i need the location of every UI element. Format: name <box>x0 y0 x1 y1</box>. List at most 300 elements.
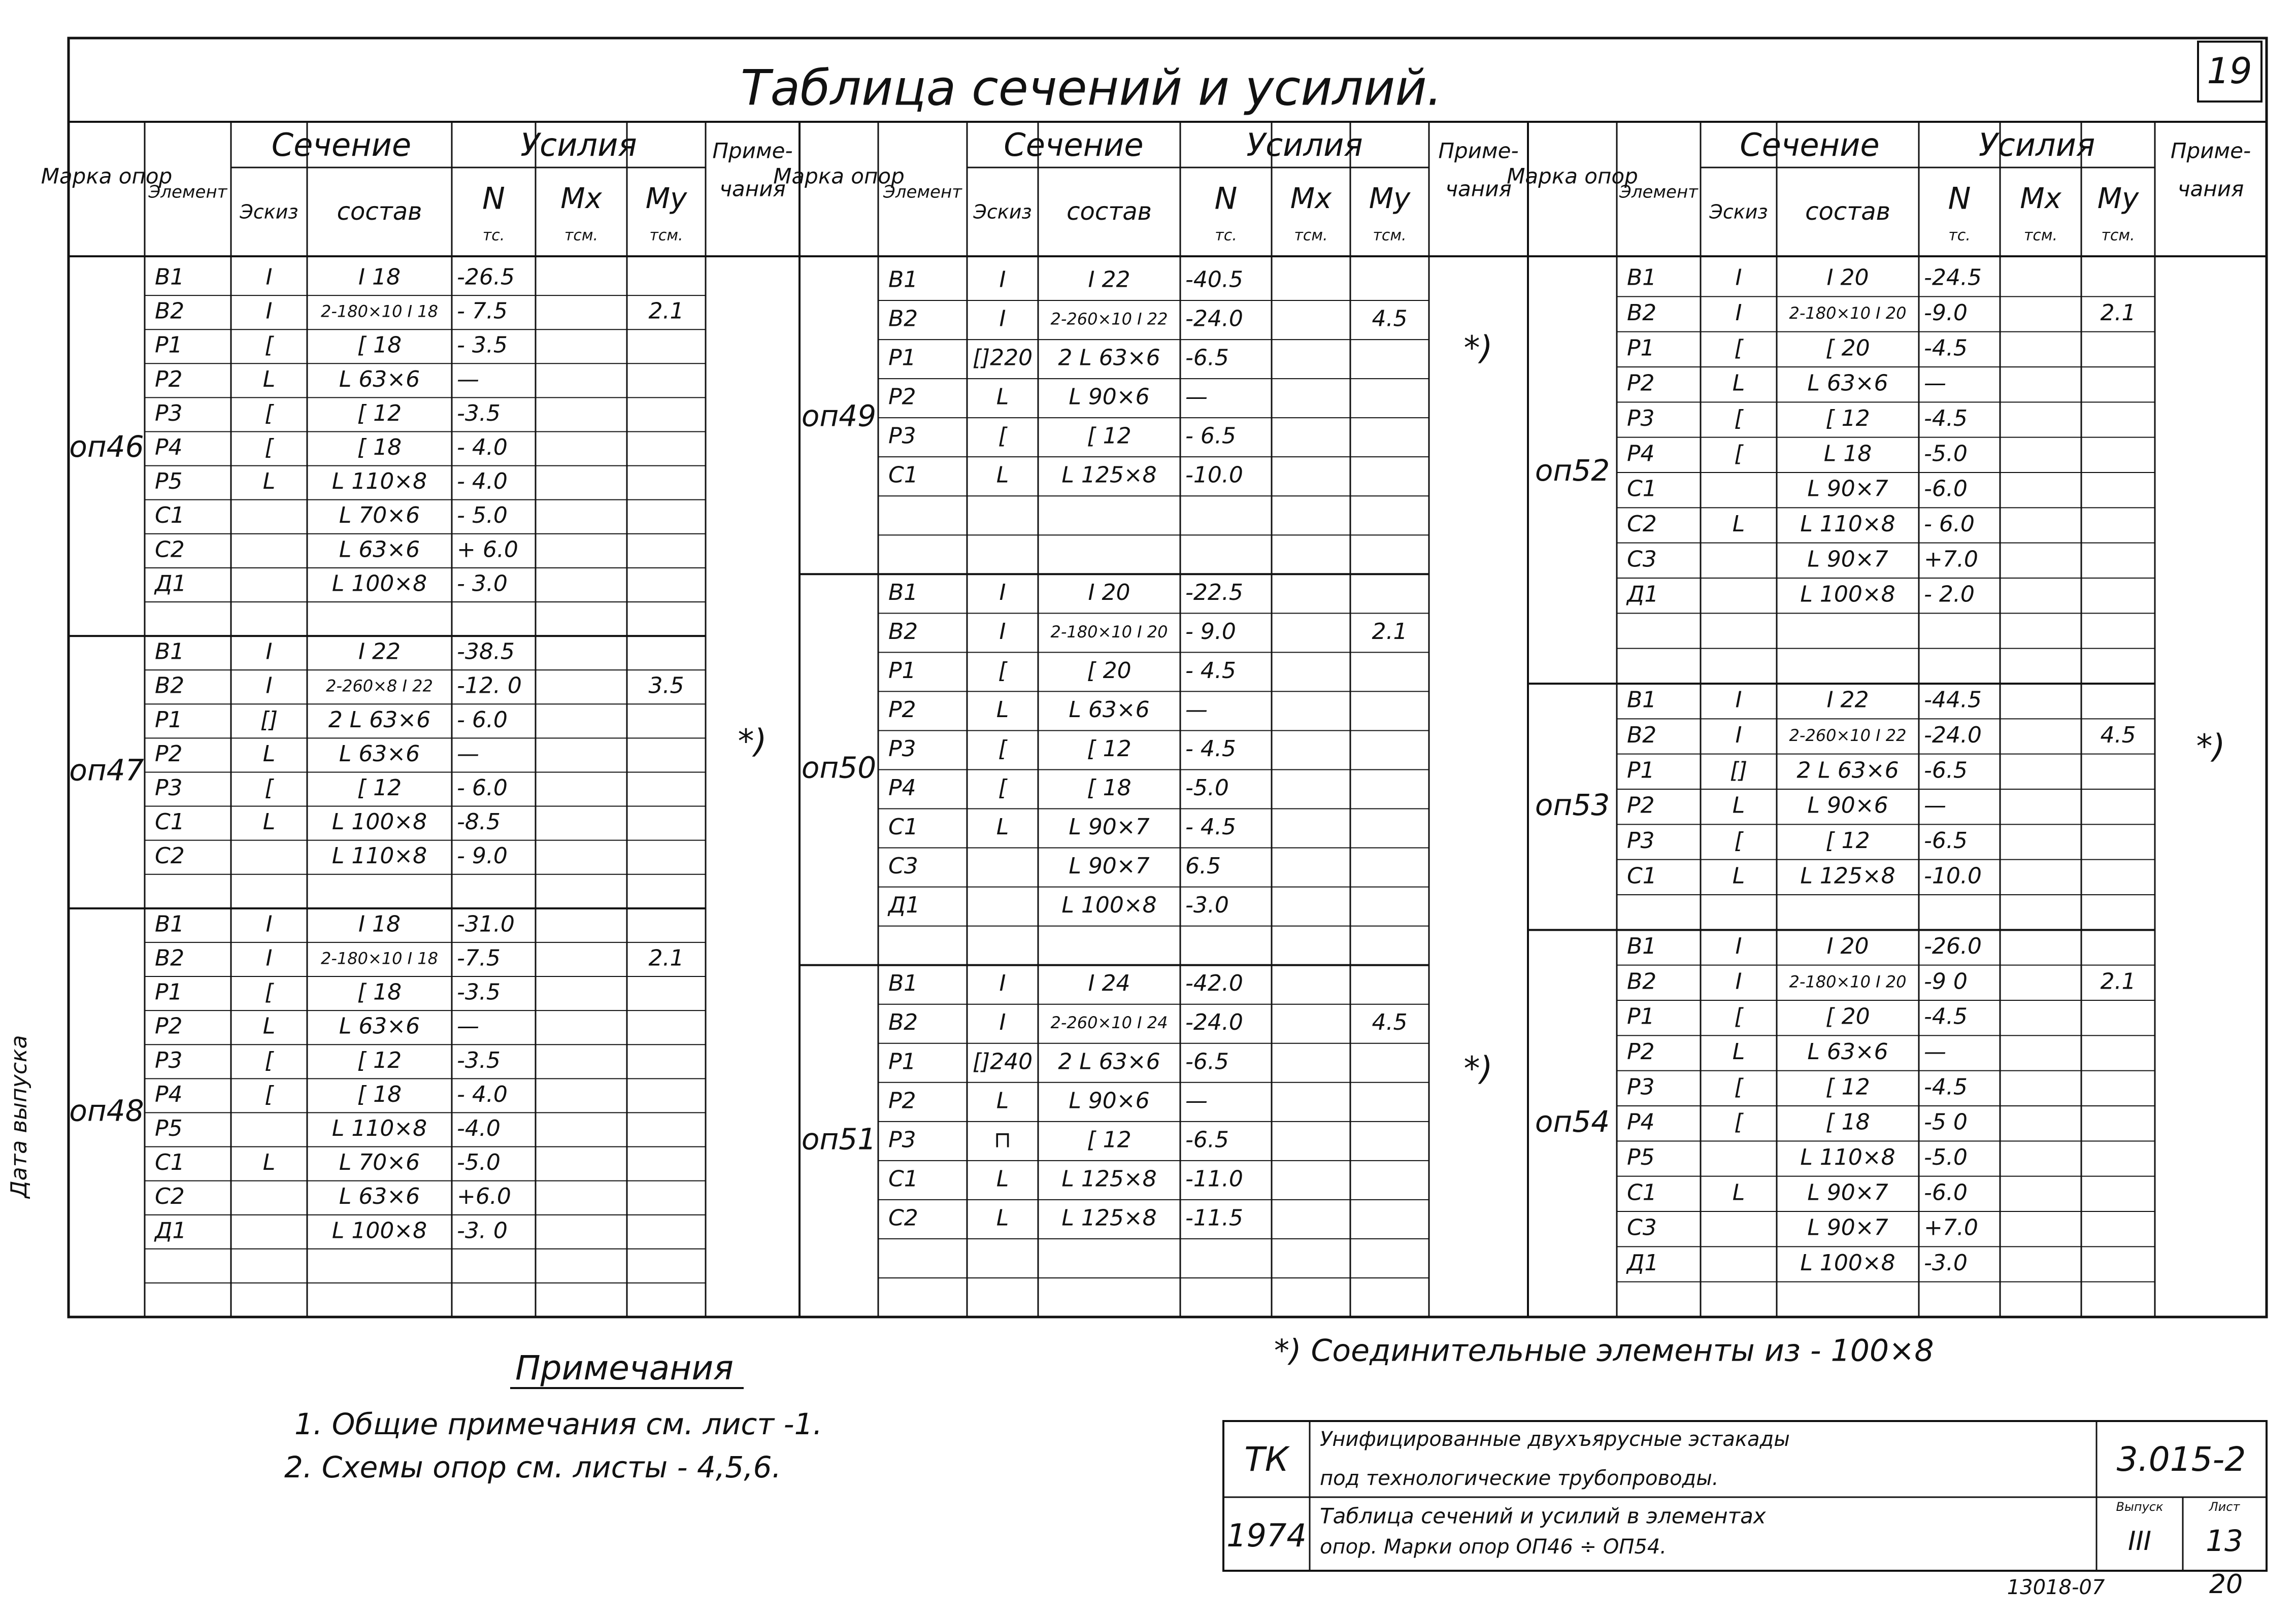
cell-n: - 4.5 <box>1185 814 1236 840</box>
cell-element: В2 <box>1627 968 1657 995</box>
cell-n: - 4.5 <box>1185 657 1236 684</box>
cell-element: Р3 <box>155 400 183 426</box>
cell-section: [ 20 <box>1087 657 1132 684</box>
cell-element: Р2 <box>1627 370 1655 396</box>
support-mark: оп53 <box>1535 787 1610 822</box>
cell-section: 2-180×10 I 20 <box>1050 622 1168 641</box>
cell-element: Р3 <box>888 423 916 449</box>
cell-section: [ 18 <box>1825 1109 1870 1135</box>
cell-n: -26.5 <box>457 264 515 290</box>
cell-section: L 125×8 <box>1061 462 1157 488</box>
cell-section: 2 L 63×6 <box>1058 345 1160 371</box>
cell-n: - 9.0 <box>1185 618 1236 645</box>
cell-section: L 63×6 <box>339 1013 420 1039</box>
cell-sketch: I <box>999 306 1006 332</box>
cell-sketch: [ <box>264 400 274 426</box>
cell-element: Р5 <box>155 1115 183 1141</box>
cell-sketch: L <box>996 462 1009 488</box>
header-prim-a: Приме- <box>1438 138 1519 163</box>
cell-element: С2 <box>155 1184 185 1210</box>
stamp-desc-1: Унифицированные двухъярусные эстакады <box>1320 1428 1790 1451</box>
cell-sketch: I <box>1735 687 1742 713</box>
cell-n: -6.5 <box>1185 1049 1229 1075</box>
cell-n: - 7.5 <box>457 298 508 324</box>
support-mark: оп48 <box>69 1093 144 1128</box>
footer-page: 20 <box>2209 1569 2243 1600</box>
cell-n: - 4.0 <box>457 1081 508 1107</box>
cell-element: С3 <box>1627 546 1657 572</box>
cell-n: — <box>457 366 479 392</box>
cell-sketch: [ <box>264 775 274 801</box>
stamp-list-label: Лист <box>2209 1500 2240 1514</box>
cell-element: Р1 <box>155 979 183 1005</box>
cell-section: I 22 <box>1826 687 1869 713</box>
cell-element: С2 <box>1627 511 1657 537</box>
cell-section: L 63×6 <box>339 536 420 563</box>
cell-sketch: L <box>262 468 276 495</box>
cell-sketch: [ <box>998 735 1007 762</box>
cell-n: -10.0 <box>1924 863 1982 889</box>
cell-element: В1 <box>1627 687 1657 713</box>
cell-n: -4.5 <box>1924 1074 1968 1100</box>
cell-n: - 5.0 <box>457 502 508 529</box>
cell-n: + 6.0 <box>457 536 518 563</box>
cell-element: Р2 <box>1627 1039 1655 1065</box>
cell-element: В2 <box>155 672 185 699</box>
cell-element: В2 <box>1627 300 1657 326</box>
cell-sketch: I <box>265 298 273 324</box>
cell-sketch: L <box>262 366 276 392</box>
cell-my: 2.1 <box>2100 300 2136 326</box>
cell-section: L 63×6 <box>1069 696 1150 723</box>
cell-sketch: I <box>999 1009 1006 1036</box>
cell-sketch: [ <box>998 423 1007 449</box>
cell-section: I 18 <box>358 911 401 937</box>
cell-element: Р3 <box>1627 1074 1655 1100</box>
cell-n: -42.0 <box>1185 970 1243 997</box>
cell-n: — <box>1924 370 1946 396</box>
cell-n: -5.0 <box>457 1150 501 1176</box>
cell-element: В2 <box>155 945 185 971</box>
cell-sketch: L <box>996 696 1009 723</box>
cell-section: L 63×6 <box>339 1184 420 1210</box>
cell-n: -11.0 <box>1185 1166 1243 1192</box>
cell-element: С1 <box>155 502 185 529</box>
cell-section: L 100×8 <box>331 570 427 597</box>
stamp-desc-3: Таблица сечений и усилий в элементах <box>1320 1503 1766 1529</box>
cell-sketch: L <box>996 1166 1009 1192</box>
note-mark-col1: *) <box>738 723 767 761</box>
cell-element: Р1 <box>888 1049 916 1075</box>
cell-element: Р1 <box>155 332 183 358</box>
cell-element: С2 <box>888 1205 918 1231</box>
cell-section: L 90×7 <box>1807 546 1888 572</box>
cell-section: L 90×7 <box>1807 1179 1888 1206</box>
header-n: N <box>1948 181 1971 217</box>
cell-section: [ 12 <box>1087 1127 1132 1153</box>
cell-n: -6.0 <box>1924 476 1968 502</box>
cell-section: L 90×7 <box>1807 1214 1888 1241</box>
cell-sketch: I <box>265 672 273 699</box>
cell-element: Р2 <box>155 740 183 767</box>
cell-section: L 18 <box>1823 441 1872 467</box>
cell-n: -6.5 <box>1924 757 1968 784</box>
cell-section: I 20 <box>1088 579 1130 605</box>
cell-sketch: [ <box>1734 828 1743 854</box>
cell-n: -40.5 <box>1185 266 1243 293</box>
header-mx: Mx <box>1290 182 1332 216</box>
cell-section: I 24 <box>1088 970 1130 997</box>
cell-sketch: [ <box>264 332 274 358</box>
cell-sketch: [ <box>1734 335 1743 361</box>
cell-element: Р2 <box>888 1088 916 1114</box>
cell-n: — <box>1185 696 1208 723</box>
stamp-org: ТК <box>1244 1440 1289 1479</box>
cell-section: [ 12 <box>1825 1074 1870 1100</box>
cell-sketch: [ <box>1734 1109 1743 1135</box>
cell-section: L 125×8 <box>1061 1205 1157 1231</box>
header-my: My <box>645 182 687 216</box>
cell-section: 2-260×10 I 22 <box>1050 309 1168 329</box>
cell-n: -5.0 <box>1924 441 1968 467</box>
cell-n: -38.5 <box>457 638 515 665</box>
note-line-2: 2. Схемы опор см. листы - 4,5,6. <box>284 1450 781 1485</box>
cell-n: — <box>457 740 479 767</box>
cell-element: В1 <box>155 911 185 937</box>
cell-element: Р2 <box>888 696 916 723</box>
cell-n: -3.0 <box>1924 1250 1968 1276</box>
stamp-vypusk: III <box>2127 1526 2152 1557</box>
cell-sketch: I <box>265 945 273 971</box>
cell-element: В1 <box>155 264 185 290</box>
cell-sketch: [ <box>998 775 1007 801</box>
header-n-unit: тс. <box>482 226 505 245</box>
cell-n: — <box>457 1013 479 1039</box>
cell-element: Р1 <box>155 706 183 733</box>
cell-element: Р2 <box>155 366 183 392</box>
cell-sketch: L <box>1732 863 1745 889</box>
cell-sketch: L <box>262 740 276 767</box>
note-line-1: 1. Общие примечания см. лист -1. <box>294 1407 822 1442</box>
notes-heading: Примечания <box>515 1348 734 1388</box>
cell-section: L 70×6 <box>339 502 420 529</box>
cell-section: 2-260×8 I 22 <box>326 676 433 696</box>
header-sechenie: Сечение <box>1004 126 1144 164</box>
header-sostav: состав <box>1805 197 1890 226</box>
cell-element: С3 <box>888 853 918 880</box>
cell-element: В2 <box>1627 722 1657 748</box>
cell-element: Р4 <box>888 775 916 801</box>
cell-section: L 100×8 <box>1800 1250 1895 1276</box>
cell-sketch: L <box>1732 1039 1745 1065</box>
connection-note: *) Соединительные элементы из - 100×8 <box>1274 1333 1934 1369</box>
header-n-unit: тс. <box>1215 226 1237 245</box>
cell-section: L 90×6 <box>1807 792 1888 819</box>
cell-element: Р3 <box>155 1047 183 1073</box>
cell-section: 2 L 63×6 <box>328 706 431 733</box>
cell-n: - 3.0 <box>457 570 508 597</box>
cell-n: +7.0 <box>1924 1214 1978 1241</box>
stamp-list: 13 <box>2206 1524 2243 1559</box>
header-usiliya: Усилия <box>1978 126 2095 164</box>
cell-n: -26.0 <box>1924 933 1982 959</box>
cell-element: С2 <box>155 843 185 869</box>
cell-section: L 90×7 <box>1807 476 1888 502</box>
header-prim-b: чания <box>1445 176 1512 201</box>
header-usiliya: Усилия <box>520 126 637 164</box>
cell-element: Р4 <box>1627 1109 1655 1135</box>
cell-element: Р3 <box>888 735 916 762</box>
cell-my: 4.5 <box>1372 306 1408 332</box>
cell-my: 2.1 <box>1372 618 1408 645</box>
cell-n: -6.5 <box>1924 828 1968 854</box>
support-mark: оп49 <box>801 398 877 433</box>
cell-n: - 4.5 <box>1185 735 1236 762</box>
cell-section: [ 18 <box>357 1081 402 1107</box>
header-marka: Марка опор <box>1507 163 1638 189</box>
cell-section: 2-180×10 I 20 <box>1789 972 1907 992</box>
cell-element: В1 <box>1627 264 1657 291</box>
cell-section: L 90×7 <box>1069 814 1150 840</box>
cell-element: Р5 <box>155 468 183 495</box>
side-text: Дата выпуска <box>6 1035 32 1198</box>
cell-n: - 4.0 <box>457 434 508 461</box>
cell-section: [ 12 <box>1825 406 1870 431</box>
cell-element: Р5 <box>1627 1144 1655 1170</box>
cell-section: [ 12 <box>357 1047 402 1073</box>
cell-sketch: I <box>999 579 1006 605</box>
header-marka: Марка опор <box>41 163 173 189</box>
cell-sketch: I <box>1735 722 1742 748</box>
cell-element: В1 <box>888 579 918 605</box>
cell-sketch: [ <box>264 434 274 461</box>
cell-my: 2.1 <box>648 298 684 324</box>
cell-element: С1 <box>155 809 185 835</box>
header-mx: Mx <box>2020 182 2061 216</box>
cell-n: - 9.0 <box>457 843 508 869</box>
cell-element: С1 <box>1627 476 1657 502</box>
cell-n: 6.5 <box>1185 853 1221 880</box>
cell-n: - 2.0 <box>1924 581 1975 607</box>
cell-section: L 100×8 <box>331 1218 427 1244</box>
cell-element: Р2 <box>888 384 916 410</box>
cell-n: — <box>1924 1039 1946 1065</box>
cell-n: - 3.5 <box>457 332 508 358</box>
cell-element: С1 <box>1627 863 1657 889</box>
stamp-code: 3.015-2 <box>2116 1440 2246 1479</box>
cell-section: L 110×8 <box>1800 511 1895 537</box>
cell-element: Р4 <box>1627 441 1655 467</box>
cell-n: -10.0 <box>1185 462 1243 488</box>
cell-sketch: L <box>1732 792 1745 819</box>
cell-n: -3.5 <box>457 1047 501 1073</box>
support-mark: оп47 <box>69 753 144 788</box>
note-mark-col2-bottom: *) <box>1463 1050 1493 1088</box>
header-my: My <box>1369 182 1411 216</box>
header-element: Элемент <box>148 182 227 202</box>
cell-element: Р1 <box>1627 335 1655 361</box>
cell-section: [ 12 <box>1087 735 1132 762</box>
cell-section: L 63×6 <box>1807 370 1888 396</box>
cell-element: Р2 <box>1627 792 1655 819</box>
cell-element: Р1 <box>1627 757 1655 784</box>
cell-section: L 110×8 <box>1800 1144 1895 1170</box>
cell-section: L 125×8 <box>1800 863 1895 889</box>
support-mark: оп51 <box>801 1122 877 1157</box>
cell-n: -4.5 <box>1924 1003 1968 1030</box>
header-element: Элемент <box>1619 182 1698 202</box>
cell-section: L 90×6 <box>1069 1088 1150 1114</box>
note-mark-col3: *) <box>2196 728 2225 766</box>
cell-section: 2-180×10 I 18 <box>320 301 439 321</box>
cell-element: Д1 <box>1627 581 1659 607</box>
cell-element: В2 <box>155 298 185 324</box>
header-sechenie: Сечение <box>1740 126 1880 164</box>
cell-element: С2 <box>155 536 185 563</box>
cell-my: 3.5 <box>648 672 684 699</box>
cell-n: -4.0 <box>457 1115 501 1141</box>
cell-sketch: [ <box>264 1081 274 1107</box>
header-my-unit: тсм. <box>1373 226 1407 245</box>
cell-n: — <box>1185 1088 1208 1114</box>
header-prim-b: чания <box>2177 176 2244 201</box>
cell-section: [ 18 <box>357 434 402 461</box>
table-title: Таблица сечений и усилий. <box>740 59 1443 117</box>
cell-n: +7.0 <box>1924 546 1978 572</box>
cell-n: -4.5 <box>1924 335 1968 361</box>
cell-element: В1 <box>888 266 918 293</box>
cell-section: L 63×6 <box>1807 1039 1888 1065</box>
cell-section: 2-180×10 I 18 <box>320 949 439 968</box>
cell-section: I 22 <box>1088 266 1130 293</box>
cell-section: L 90×6 <box>1069 384 1150 410</box>
cell-sketch: I <box>999 970 1006 997</box>
cell-n: -9.0 <box>1924 300 1968 326</box>
cell-n: -44.5 <box>1924 687 1982 713</box>
cell-section: 2 L 63×6 <box>1796 757 1899 784</box>
cell-section: L 63×6 <box>339 740 420 767</box>
cell-n: -31.0 <box>457 911 515 937</box>
cell-n: -12. 0 <box>457 672 522 699</box>
stamp-desc-2: под технологические трубопроводы. <box>1320 1467 1719 1490</box>
cell-element: В1 <box>1627 933 1657 959</box>
cell-section: L 90×7 <box>1069 853 1150 880</box>
header-sechenie: Сечение <box>271 126 412 164</box>
cell-sketch: [ <box>1734 1074 1743 1100</box>
cell-sketch: []220 <box>972 345 1033 371</box>
cell-n: -3.5 <box>457 979 501 1005</box>
header-eskiz: Эскиз <box>973 200 1032 223</box>
cell-element: Р4 <box>155 1081 183 1107</box>
cell-element: Р2 <box>155 1013 183 1039</box>
cell-sketch: I <box>1735 300 1742 326</box>
cell-element: Д1 <box>1627 1250 1659 1276</box>
header-n: N <box>1214 181 1238 217</box>
cell-section: [ 12 <box>357 400 402 426</box>
cell-n: -22.5 <box>1185 579 1243 605</box>
cell-sketch: L <box>1732 511 1745 537</box>
cell-n: -24.5 <box>1924 264 1982 291</box>
cell-element: В2 <box>888 1009 918 1036</box>
cell-section: I 20 <box>1826 933 1869 959</box>
header-prim-a: Приме- <box>712 138 793 163</box>
cell-section: L 100×8 <box>331 809 427 835</box>
cell-sketch: [ <box>1734 406 1743 431</box>
cell-section: I 18 <box>358 264 401 290</box>
header-mx-unit: тсм. <box>2023 226 2058 245</box>
cell-sketch: [ <box>1734 441 1743 467</box>
cell-section: [ 18 <box>357 979 402 1005</box>
header-eskiz: Эскиз <box>1709 200 1768 223</box>
cell-n: -5.0 <box>1185 775 1229 801</box>
cell-sketch: ⊓ <box>993 1127 1012 1153</box>
cell-element: В1 <box>888 970 918 997</box>
cell-sketch: I <box>265 638 273 665</box>
cell-element: Р4 <box>155 434 183 461</box>
cell-element: С3 <box>1627 1214 1657 1241</box>
cell-element: С1 <box>1627 1179 1657 1206</box>
cell-n: -9 0 <box>1924 968 1968 995</box>
cell-sketch: [ <box>264 1047 274 1073</box>
cell-section: L 110×8 <box>331 1115 427 1141</box>
cell-element: Р1 <box>888 345 916 371</box>
cell-section: L 100×8 <box>1800 581 1895 607</box>
cell-n: — <box>1924 792 1946 819</box>
cell-n: -11.5 <box>1185 1205 1243 1231</box>
header-element: Элемент <box>883 182 962 202</box>
cell-sketch: L <box>996 384 1009 410</box>
cell-sketch: [ <box>1734 1003 1743 1030</box>
cell-element: С1 <box>888 814 918 840</box>
cell-n: -5 0 <box>1924 1109 1968 1135</box>
cell-section: [ 20 <box>1825 335 1870 361</box>
cell-sketch: I <box>1735 933 1742 959</box>
cell-section: I 22 <box>358 638 401 665</box>
support-mark: оп50 <box>801 750 877 785</box>
cell-n: -3.5 <box>457 400 501 426</box>
cell-element: С1 <box>888 1166 918 1192</box>
note-mark-col2-top: *) <box>1463 329 1493 367</box>
cell-section: 2-260×10 I 22 <box>1789 726 1907 745</box>
header-my: My <box>2097 182 2139 216</box>
cell-sketch: I <box>1735 264 1742 291</box>
header-usiliya: Усилия <box>1246 126 1363 164</box>
cell-element: Д1 <box>155 1218 187 1244</box>
cell-element: С1 <box>155 1150 185 1176</box>
cell-my: 4.5 <box>2100 722 2136 748</box>
cell-sketch: L <box>262 1013 276 1039</box>
cell-section: 2-180×10 I 20 <box>1789 303 1907 323</box>
cell-element: Р3 <box>155 775 183 801</box>
cell-section: 2-260×10 I 24 <box>1050 1013 1168 1033</box>
cell-my: 4.5 <box>1372 1009 1408 1036</box>
cell-element: В2 <box>888 306 918 332</box>
header-mx-unit: тсм. <box>564 226 598 245</box>
footer-code: 13018-07 <box>2007 1576 2105 1599</box>
cell-sketch: L <box>996 1088 1009 1114</box>
header-mx-unit: тсм. <box>1294 226 1328 245</box>
cell-sketch: I <box>265 264 273 290</box>
cell-sketch: [ <box>264 979 274 1005</box>
cell-section: I 20 <box>1826 264 1869 291</box>
cell-n: - 6.0 <box>457 706 508 733</box>
cell-section: [ 18 <box>1087 775 1132 801</box>
cell-n: -6.5 <box>1185 345 1229 371</box>
cell-n: - 6.0 <box>1924 511 1975 537</box>
cell-section: [ 18 <box>357 332 402 358</box>
cell-n: +6.0 <box>457 1184 511 1210</box>
cell-element: С1 <box>888 462 918 488</box>
